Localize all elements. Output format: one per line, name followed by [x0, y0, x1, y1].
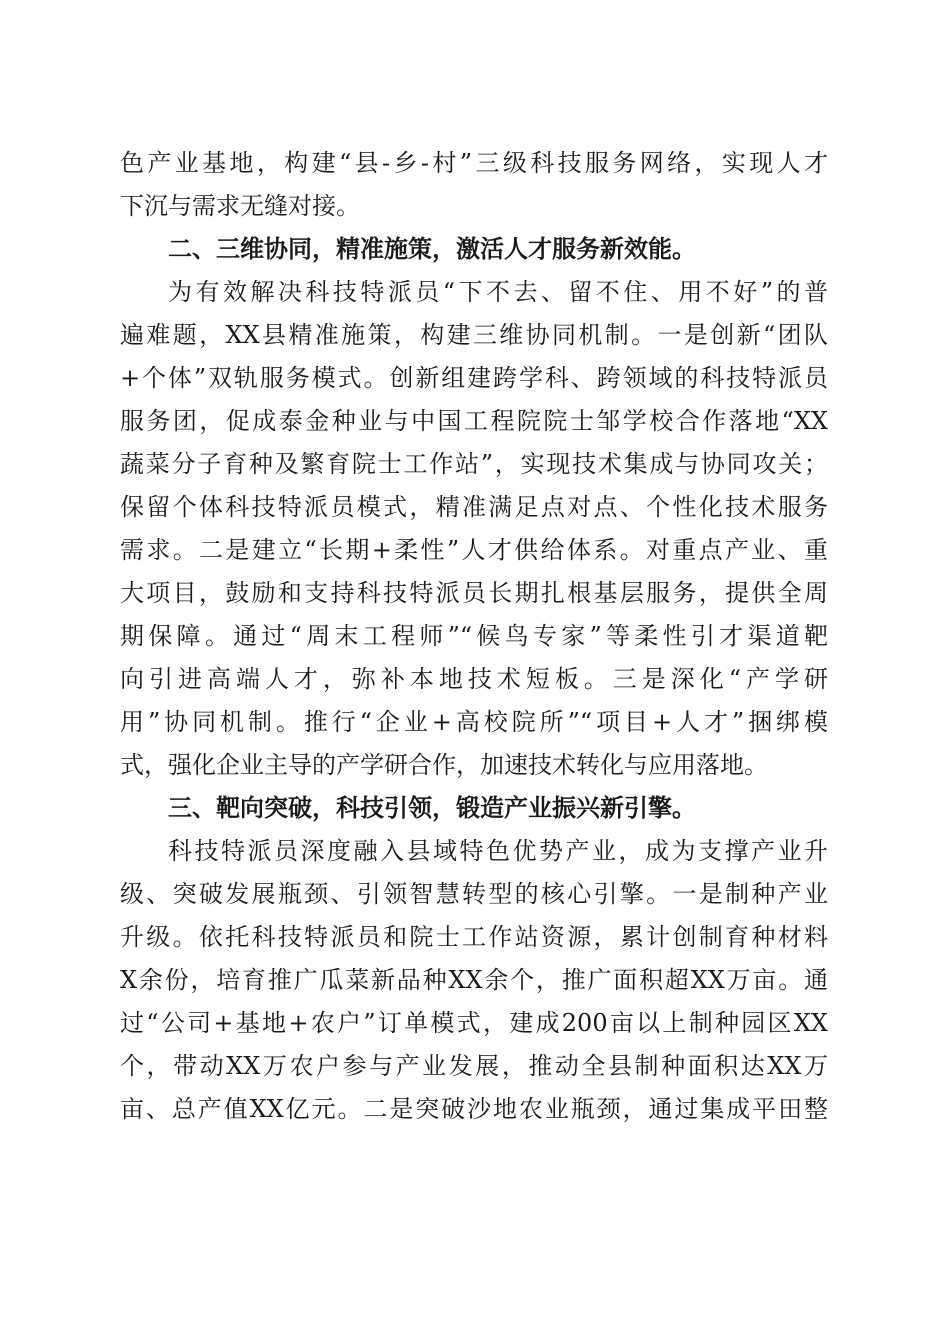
paragraph-line: 科技特派员深度融入县域特色优势产业，成为支撑产业升 — [168, 837, 828, 865]
paragraph-line: 蔬菜分子育种及繁育院士工作站”，实现技术集成与协同攻关； — [120, 450, 828, 478]
paragraph-line: 亩、总产值XX亿元。二是突破沙地农业瓶颈，通过集成平田整 — [120, 1095, 828, 1123]
paragraph-line: 保留个体科技特派员模式，精准满足点对点、个性化技术服务 — [120, 493, 828, 521]
paragraph-line: 需求。二是建立“长期+柔性”人才供给体系。对重点产业、重 — [120, 536, 828, 564]
paragraph-line: 为有效解决科技特派员“下不去、留不住、用不好”的普 — [168, 278, 828, 306]
paragraph-line: 个，带动XX万农户参与产业发展，推动全县制种面积达XX万 — [120, 1052, 828, 1080]
paragraph-line: 级、突破发展瓶颈、引领智慧转型的核心引擎。一是制种产业 — [120, 880, 828, 908]
paragraph-line: +个体”双轨服务模式。创新组建跨学科、跨领域的科技特派员 — [120, 364, 828, 392]
paragraph-line: 用”协同机制。推行“企业+高校院所”“项目+人才”捆绑模 — [120, 708, 828, 736]
paragraph-line: 升级。依托科技特派员和院士工作站资源，累计创制育种材料 — [120, 923, 828, 951]
paragraph-line: 式，强化企业主导的产学研合作，加速技术转化与应用落地。 — [120, 751, 768, 779]
paragraph-line: 大项目，鼓励和支持科技特派员长期扎根基层服务，提供全周 — [120, 579, 828, 607]
section-heading-3: 三、靶向突破，科技引领，锻造产业振兴新引擎。 — [168, 794, 696, 822]
paragraph-line: 下沉与需求无缝对接。 — [120, 192, 360, 220]
paragraph-line: 过“公司+基地+农户”订单模式，建成200亩以上制种园区XX — [120, 1009, 828, 1037]
paragraph-line: 色产业基地，构建“县-乡-村”三级科技服务网络，实现人才 — [120, 149, 828, 177]
paragraph-line: X余份，培育推广瓜菜新品种XX余个，推广面积超XX万亩。通 — [120, 966, 828, 994]
paragraph-line: 期保障。通过“周末工程师”“候鸟专家”等柔性引才渠道靶 — [120, 622, 828, 650]
section-heading-2: 二、三维协同，精准施策，激活人才服务新效能。 — [168, 235, 696, 263]
paragraph-line: 向引进高端人才，弥补本地技术短板。三是深化“产学研 — [120, 665, 828, 693]
paragraph-line: 服务团，促成泰金种业与中国工程院院士邹学校合作落地“XX — [120, 407, 828, 435]
paragraph-line: 遍难题，XX县精准施策，构建三维协同机制。一是创新“团队 — [120, 321, 828, 349]
